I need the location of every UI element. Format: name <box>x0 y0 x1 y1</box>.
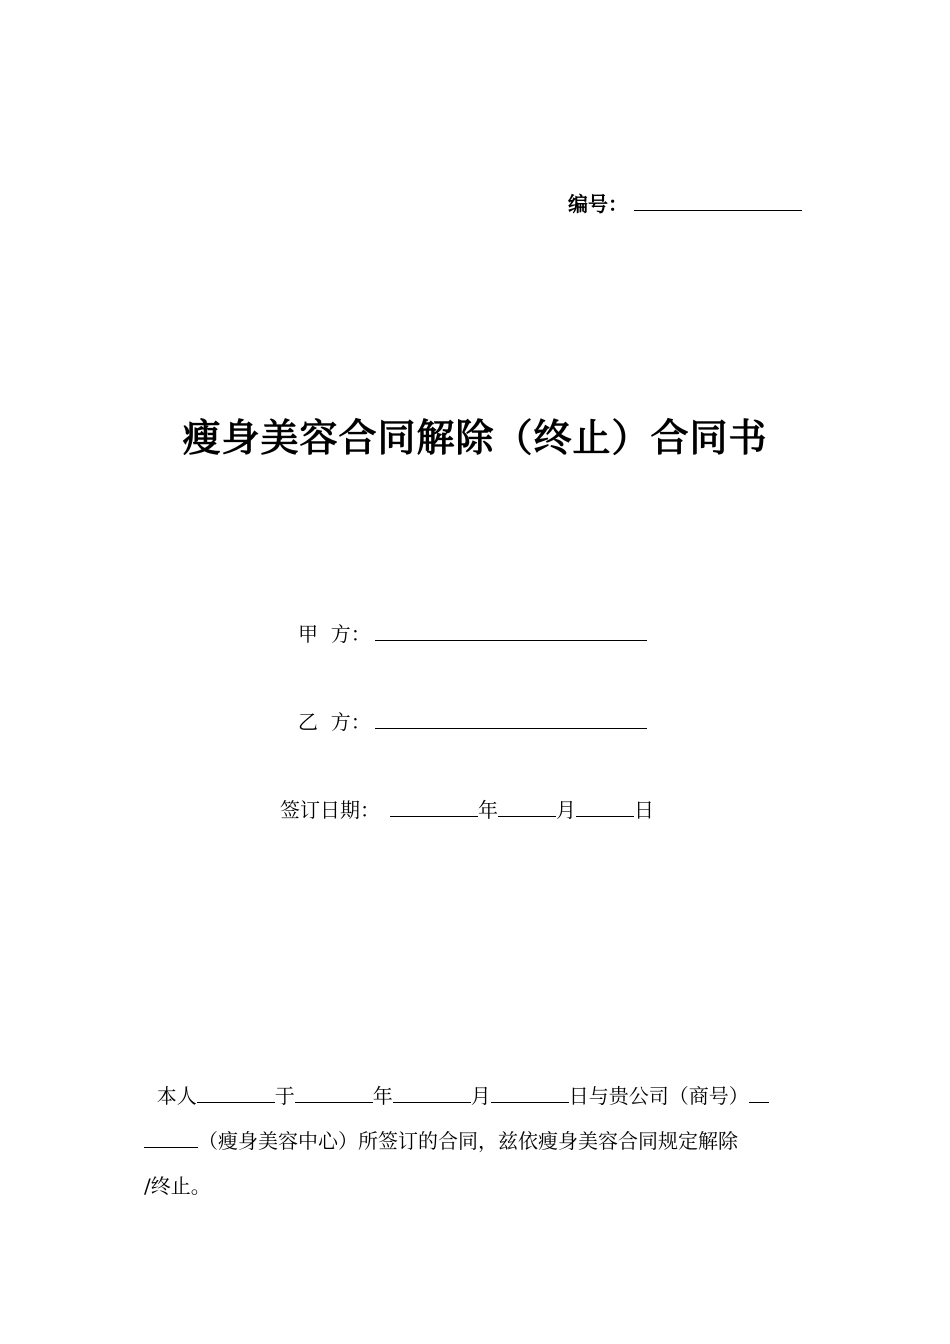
party-a-field <box>298 620 647 648</box>
text-segment: 年 <box>372 1084 393 1108</box>
day-blank <box>491 1082 569 1103</box>
party-b-blank <box>375 708 647 729</box>
sign-day-blank <box>576 796 634 817</box>
paragraph-line-1 <box>144 1074 808 1119</box>
text-segment: 日与贵公司（商号） <box>568 1084 749 1108</box>
sign-month-label: 月 <box>556 798 576 822</box>
party-a-label: 甲 方： <box>298 622 371 646</box>
sign-date-field <box>280 796 654 824</box>
paragraph-line-3 <box>144 1164 808 1209</box>
text-segment: 本人 <box>156 1084 197 1108</box>
year-blank <box>295 1082 373 1103</box>
sign-date-label: 签订日期： <box>280 798 380 822</box>
serial-number-blank <box>634 190 802 211</box>
company-name-blank <box>749 1082 769 1103</box>
document-title: 瘦身美容合同解除（终止）合同书 <box>182 416 768 460</box>
party-a-blank <box>375 620 647 641</box>
text-segment: 于 <box>274 1084 295 1108</box>
serial-number-label: 编号： <box>568 192 628 216</box>
paragraph-line-2 <box>144 1119 808 1164</box>
sign-month-blank <box>498 796 556 817</box>
text-segment: 月 <box>470 1084 491 1108</box>
party-b-label: 乙 方： <box>298 710 371 734</box>
text-segment: （瘦身美容中心）所签订的合同，兹依瘦身美容合同规定解除 <box>198 1129 738 1153</box>
party-b-field <box>298 708 647 736</box>
text-segment: /终止。 <box>144 1174 211 1198</box>
sign-year-blank <box>390 796 478 817</box>
name-blank <box>197 1082 275 1103</box>
sign-day-label: 日 <box>634 798 654 822</box>
month-blank <box>393 1082 471 1103</box>
serial-number-field <box>568 190 802 218</box>
sign-year-label: 年 <box>478 798 498 822</box>
company-name-blank-cont <box>144 1127 198 1148</box>
termination-paragraph <box>144 1074 808 1209</box>
